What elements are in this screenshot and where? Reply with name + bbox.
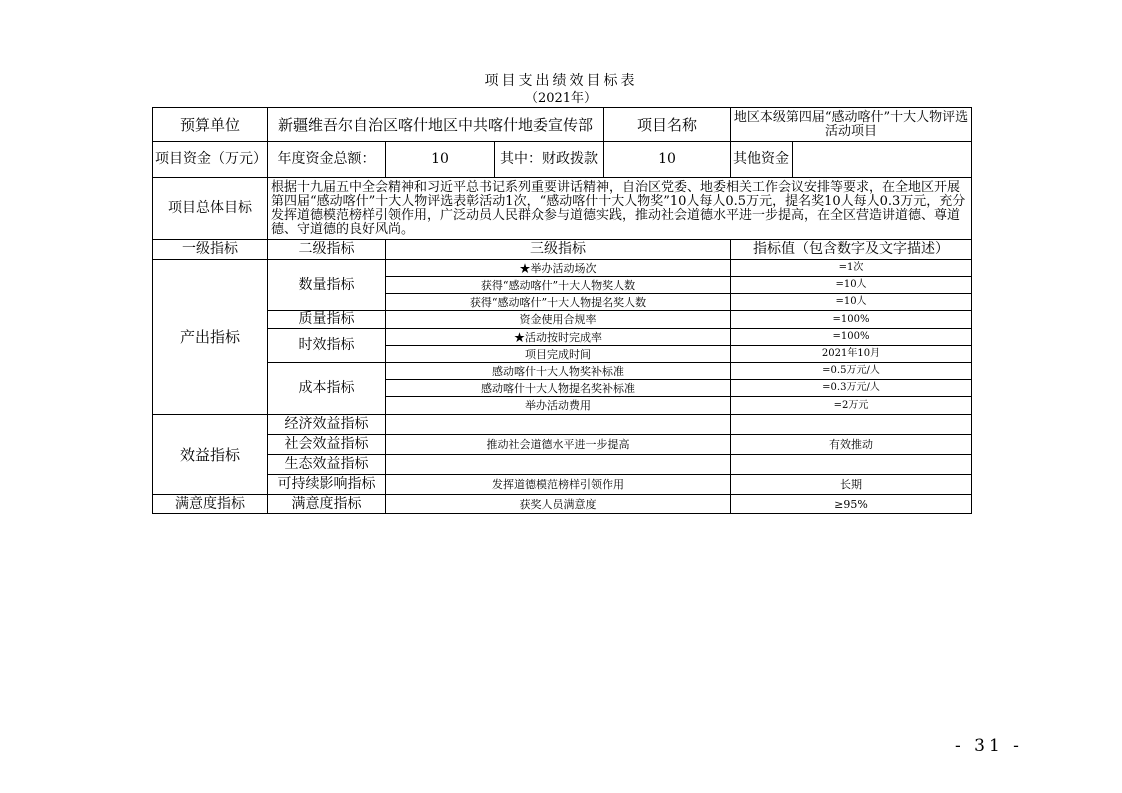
- performance-table: [152, 107, 972, 514]
- social-benefit-label: 社会效益指标: [268, 435, 386, 455]
- indicator-value: =2万元: [731, 397, 972, 415]
- info-row-funds: [153, 142, 972, 178]
- indicator-name: 感动喀什十大人物提名奖补标准: [386, 380, 731, 397]
- indicator-name: 感动喀什十大人物奖补标准: [386, 363, 731, 380]
- project-name-label: 项目名称: [604, 108, 731, 142]
- satisfaction-level2-label: 满意度指标: [268, 495, 386, 514]
- indicator-name: 资金使用合规率: [386, 311, 731, 329]
- indicator-name: [386, 455, 731, 475]
- indicator-name: [386, 415, 731, 435]
- indicator-name: ★举办活动场次: [386, 260, 731, 277]
- unit-label: 预算单位: [153, 108, 268, 142]
- timeliness-indicator-label: 时效指标: [268, 329, 386, 363]
- indicator-value: [731, 415, 972, 435]
- indicator-name: 举办活动费用: [386, 397, 731, 415]
- indicator-value: [731, 455, 972, 475]
- economic-benefit-label: 经济效益指标: [268, 415, 386, 435]
- indicator-name: 发挥道德模范榜样引领作用: [386, 475, 731, 495]
- indicator-value: =1次: [731, 260, 972, 277]
- indicator-value: 长期: [731, 475, 972, 495]
- table-row: [153, 495, 972, 514]
- table-row: [153, 415, 972, 435]
- year-subtitle: （2021年）: [524, 91, 598, 106]
- benefit-indicator-label: 效益指标: [153, 415, 268, 495]
- table-row: [153, 475, 972, 495]
- indicator-name: 推动社会道德水平进一步提高: [386, 435, 731, 455]
- output-indicator-label: 产出指标: [153, 260, 268, 415]
- indicator-value: =100%: [731, 329, 972, 346]
- quantity-indicator-label: 数量指标: [268, 260, 386, 311]
- page-number: - 31 -: [955, 736, 1023, 756]
- goal-text: 根据十九届五中全会精神和习近平总书记系列重要讲话精神，自治区党委、地委相关工作会议安排等要求，在全地区开展第四届“感动喀什”十大人物评选表彰活动1次，“感动喀什十大人物奖”10人每人0.5万元，提名奖10人每人0.3万元，充分发挥道德模范榜样引领作用，广泛动员人民群众参与道德实践，推动社会道德水平进一步提高，在全区营造讲道德、尊道德、守道德的良好风尚。: [268, 178, 972, 240]
- other-funds-label: 其他资金: [731, 142, 793, 178]
- indicator-name: 获得“感动喀什”十大人物提名奖人数: [386, 294, 731, 311]
- ecological-benefit-label: 生态效益指标: [268, 455, 386, 475]
- table-row: [153, 455, 972, 475]
- col-header-level2: 二级指标: [268, 240, 386, 260]
- indicator-value: =10人: [731, 294, 972, 311]
- col-header-level3: 三级指标: [386, 240, 731, 260]
- other-funds-value: [793, 142, 972, 178]
- indicator-name: 获奖人员满意度: [386, 495, 731, 514]
- funds-label: 项目资金（万元）: [153, 142, 268, 178]
- project-name-value: 地区本级第四届“感动喀什”十大人物评选活动项目: [731, 108, 972, 142]
- table-row: [153, 329, 972, 346]
- unit-value: 新疆维吾尔自治区喀什地区中共喀什地委宣传部: [268, 108, 604, 142]
- annual-total-label: 年度资金总额：: [268, 142, 386, 178]
- col-header-value: 指标值（包含数字及文字描述）: [731, 240, 972, 260]
- goal-label: 项目总体目标: [153, 178, 268, 240]
- indicator-value: =10人: [731, 277, 972, 294]
- table-row: [153, 260, 972, 277]
- indicator-name: 项目完成时间: [386, 346, 731, 363]
- indicator-header-row: [153, 240, 972, 260]
- indicator-value: ≥95%: [731, 495, 972, 514]
- quality-indicator-label: 质量指标: [268, 311, 386, 329]
- table-row: [153, 311, 972, 329]
- sustainable-impact-label: 可持续影响指标: [268, 475, 386, 495]
- indicator-name: ★活动按时完成率: [386, 329, 731, 346]
- indicator-value: =0.5万元/人: [731, 363, 972, 380]
- info-row-goal: [153, 178, 972, 240]
- indicator-value: 有效推动: [731, 435, 972, 455]
- indicator-value: =100%: [731, 311, 972, 329]
- col-header-level1: 一级指标: [153, 240, 268, 260]
- page-title: 项目支出绩效目标表: [484, 73, 638, 89]
- table-row: [153, 363, 972, 380]
- indicator-name: 获得“感动喀什”十大人物奖人数: [386, 277, 731, 294]
- cost-indicator-label: 成本指标: [268, 363, 386, 415]
- info-row-unit: [153, 108, 972, 142]
- fiscal-value: 10: [604, 142, 731, 178]
- annual-total-value: 10: [386, 142, 495, 178]
- table-row: [153, 435, 972, 455]
- satisfaction-indicator-label: 满意度指标: [153, 495, 268, 514]
- indicator-value: =0.3万元/人: [731, 380, 972, 397]
- indicator-value: 2021年10月: [731, 346, 972, 363]
- fiscal-label: 其中：财政拨款: [495, 142, 604, 178]
